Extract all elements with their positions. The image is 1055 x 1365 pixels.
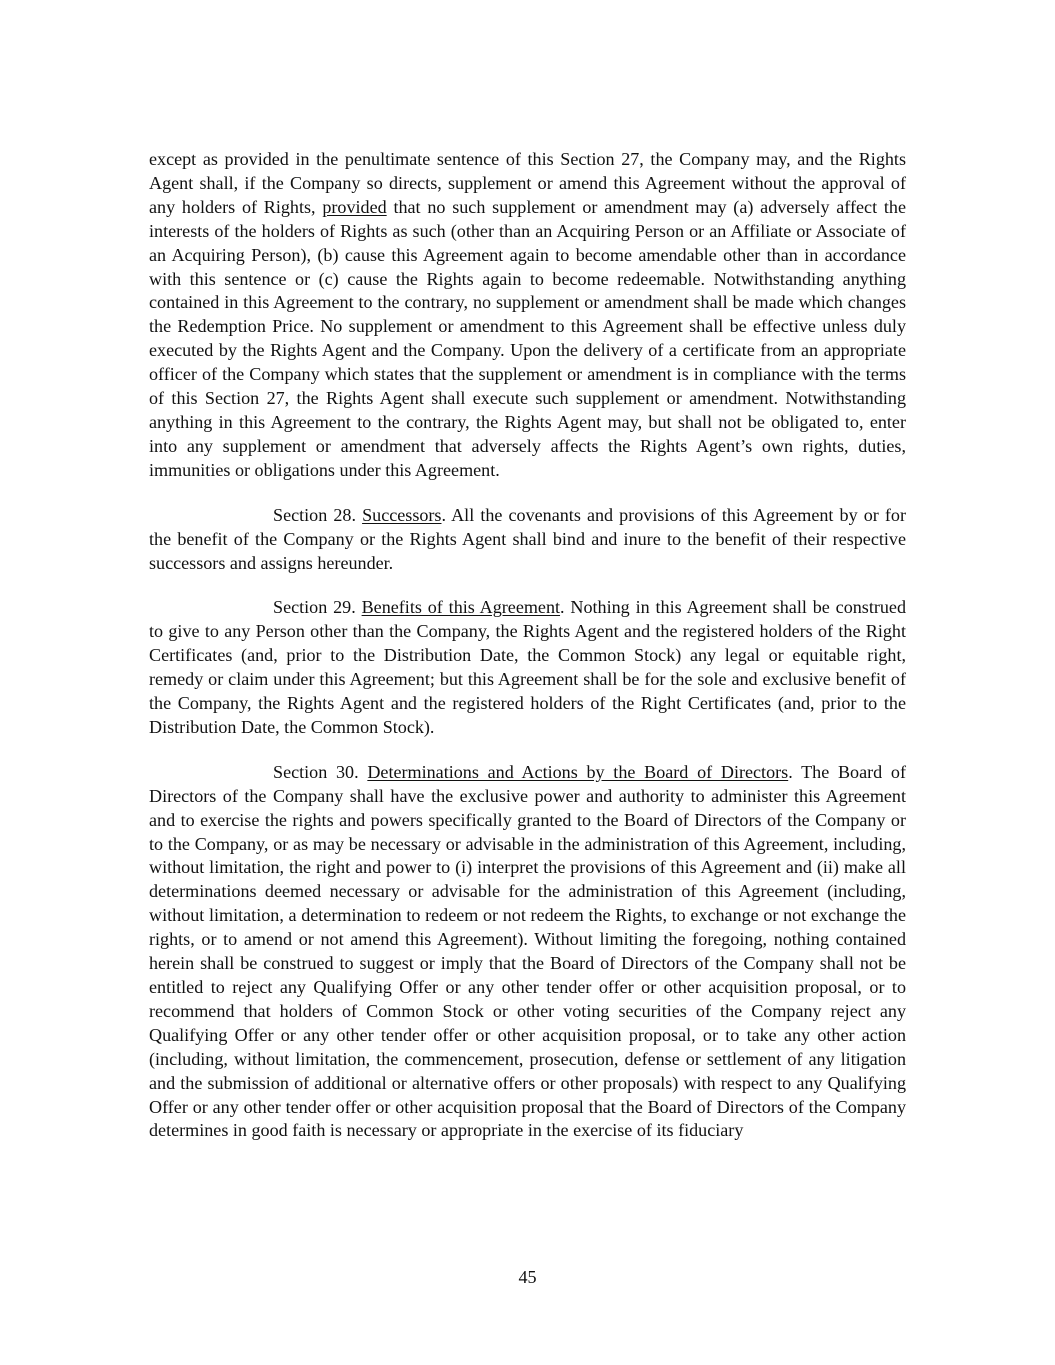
paragraph-section-30 xyxy=(149,761,906,1144)
section-30-label: Section 30. xyxy=(273,761,368,782)
paragraph-section-28 xyxy=(149,504,906,576)
section-30-title: Determinations and Actions by the Board of Directors xyxy=(367,761,789,782)
section-28-label: Section 28. xyxy=(273,504,363,525)
section-28-body: . All the covenants and provisions of this Agreement by or for the benefit of the Company or the Rights Agent shall bind and inure to the benefit of their respective successors and assigns hereunder. xyxy=(149,504,906,573)
page-number: 45 xyxy=(518,1267,537,1287)
section-29-body: . Nothing in this Agreement shall be construed to give to any Person other than the Company, the Rights Agent and the registered holders of the Right Certificates (and, prior to the Distribution Date, the Common Stock) any legal or equitable right, remedy or claim under this Agreement; but this Agreement shall be for the sole and exclusive benefit of the Company, the Rights Agent and the registered holders of the Right Certificates (and, prior to the Distribution Date, the Common Stock). xyxy=(149,597,907,737)
paragraph-section-27-continued xyxy=(149,148,906,483)
section-29-title: Benefits of this Agreement xyxy=(361,597,561,618)
p1-text-a: except as provided in the penultimate sentence of this Section 27, the Company may, and the Rights Agent shall, if the Company so directs, supplement or amend this Agreement without the approval of any holders of Rights, xyxy=(149,149,906,217)
p1-text-b: that no such supplement or amendment may (a) adversely affect the interests of the holders of Rights as such (other than an Acquiring Person or an Affiliate or Associate of an Acquiring Person), (b) cause this Agreement again to become amendable other than in accordance with this sentence or (c) cause the Rights again to become redeemable. Notwithstanding anything contained in this Agreement to the contrary, no supplement or amendment shall be made which changes the Redemption Price. No supplement or amendment to this Agreement shall be effective unless duly executed by the Rights Agent and the Company. Upon the delivery of a certificate from an appropriate officer of the Company which states that the supplement or amendment is in compliance with the terms of this Section 27, the Rights Agent shall execute such supplement or amendment. Notwithstanding anything in this Agreement to the contrary, the Rights Agent may, but shall not be obligated to, enter into any supplement or amendment that adversely affects the Rights Agent’s own rights, duties, immunities or obligations under this Agreement. xyxy=(149,196,906,480)
paragraph-section-29 xyxy=(149,596,906,739)
section-30-body: . The Board of Directors of the Company shall have the exclusive power and authority to administer this Agreement and to exercise the rights and powers specifically granted to the Board of Directors of the Company or to the Company, or as may be necessary or advisable in the administration of this Agreement, including, without limitation, the right and power to (i) interpret the provisions of this Agreement and (ii) make all determinations deemed necessary or advisable for the administration of this Agreement (including, without limitation, a determination to redeem or not redeem the Rights, to exchange or not exchange the rights, or to amend or not amend this Agreement). Without limiting the foregoing, nothing contained herein shall be construed to suggest or imply that the Board of Directors of the Company shall not be entitled to reject any Qualifying Offer or any other tender offer or other acquisition proposal, or to recommend that holders of Common Stock or other voting securities of the Company reject any Qualifying Offer or any other tender offer or other acquisition proposal, or to take any other action (including, without limitation, the commencement, prosecution, defense or settlement of any litigation and the submission of additional or alternative offers or other proposals) with respect to any Qualifying Offer or any other tender offer or other acquisition proposal that the Board of Directors of the Company determines in good faith is necessary or appropriate in the exercise of its fiduciary xyxy=(149,761,906,1141)
provided-underlined-term: provided xyxy=(322,196,387,217)
document-page-body xyxy=(149,148,906,1164)
section-29-label: Section 29. xyxy=(273,597,362,618)
section-28-title: Successors xyxy=(362,504,442,525)
